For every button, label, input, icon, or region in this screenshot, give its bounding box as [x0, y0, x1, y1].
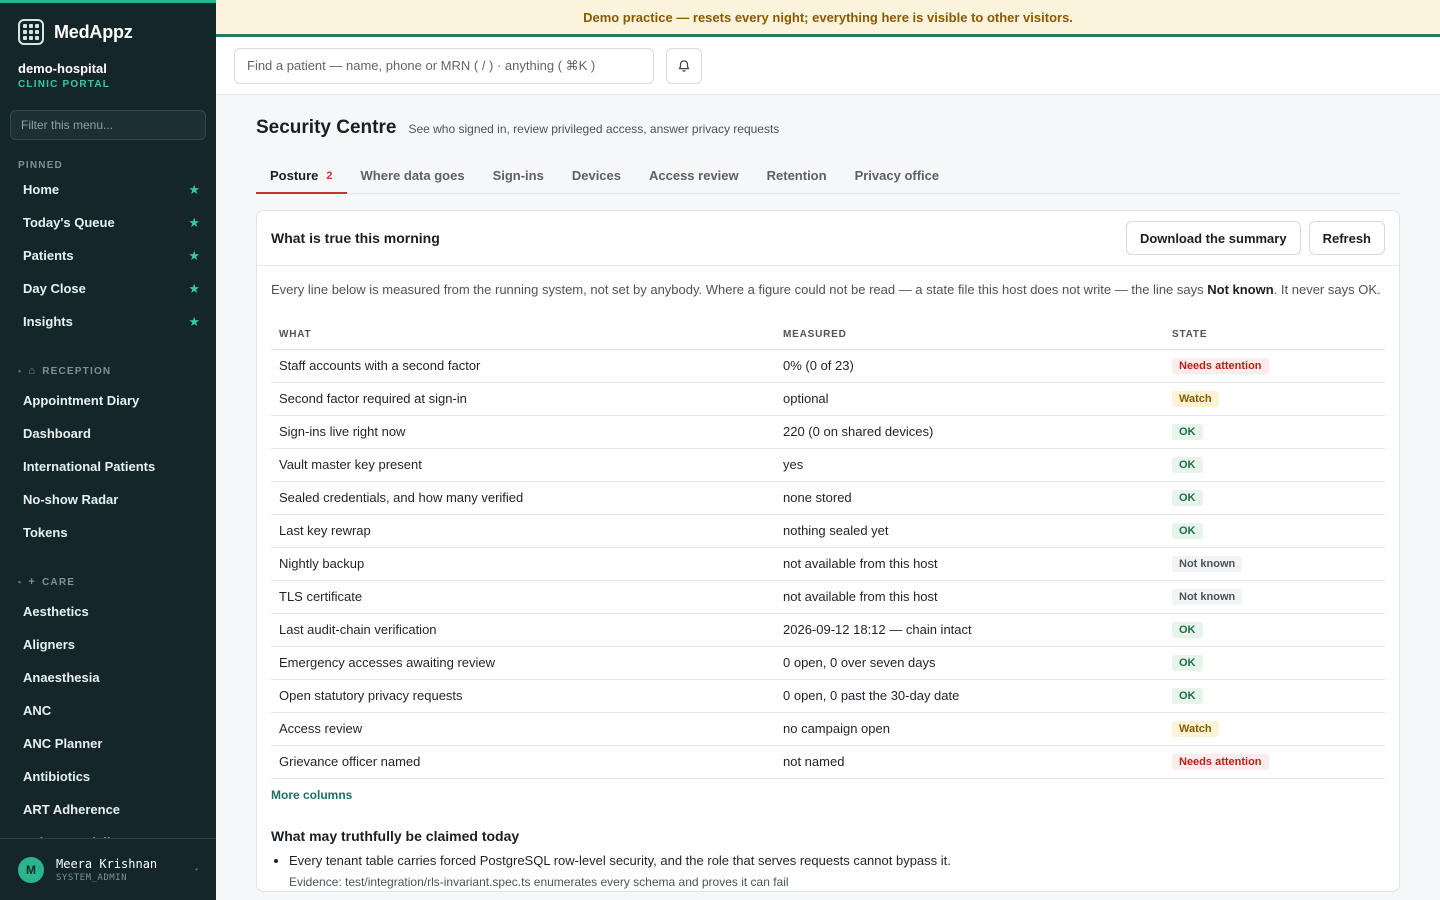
sidebar-item-anc-planner[interactable]: [0, 727, 216, 760]
group-label-care[interactable]: • + CARE: [18, 576, 76, 588]
group-label-reception[interactable]: • ⌂ RECEPTION: [18, 365, 112, 377]
status-badge: Not known: [1172, 589, 1242, 605]
tenant-subtitle: CLINIC PORTAL: [18, 79, 111, 90]
column-header-what[interactable]: WHAT: [271, 320, 775, 349]
table-row: [271, 448, 1385, 481]
user-role: SYSTEM_ADMIN: [56, 872, 128, 883]
sidebar-item-patients[interactable]: [0, 239, 216, 272]
table-row: [271, 481, 1385, 514]
status-badge: Needs attention: [1172, 358, 1269, 374]
sidebar-item-label: No-show Radar: [23, 492, 119, 507]
cell-what: Emergency accesses awaiting review: [271, 646, 775, 679]
sidebar-item-day-close[interactable]: [0, 272, 216, 305]
cell-measured: nothing sealed yet: [775, 514, 1164, 547]
sidebar-item-aesthetics[interactable]: [0, 595, 216, 628]
refresh-button[interactable]: Refresh: [1309, 221, 1385, 255]
user-name: Meera Krishnan: [56, 856, 158, 871]
menu-filter-input[interactable]: [21, 118, 195, 132]
sidebar-item-label: Patients: [23, 248, 74, 263]
plus-icon: +: [28, 576, 36, 588]
star-icon[interactable]: ★: [188, 181, 200, 197]
sidebar-item-label: ANC: [23, 703, 52, 718]
home-icon: ⌂: [28, 365, 37, 377]
cell-measured: not named: [775, 745, 1164, 778]
patient-search-input[interactable]: [247, 58, 641, 73]
cell-state: [1164, 415, 1385, 448]
cell-state: [1164, 547, 1385, 580]
status-badge: OK: [1172, 622, 1203, 638]
card-actions: [1126, 221, 1385, 255]
bell-icon: [677, 59, 691, 73]
content: [216, 117, 1440, 892]
sidebar-item-anc[interactable]: [0, 694, 216, 727]
cell-measured: 0 open, 0 past the 30-day date: [775, 679, 1164, 712]
status-badge: Watch: [1172, 721, 1219, 737]
app-logo-icon: [18, 19, 44, 45]
user-menu[interactable]: [0, 838, 216, 900]
table-row: [271, 613, 1385, 646]
cell-state: [1164, 679, 1385, 712]
cell-what: Nightly backup: [271, 547, 775, 580]
tab-bar: [256, 159, 1400, 194]
cell-measured: 0% (0 of 23): [775, 349, 1164, 382]
cell-what: TLS certificate: [271, 580, 775, 613]
tenant-name: demo-hospital: [18, 61, 107, 76]
sidebar-item-label: Appointment Diary: [23, 393, 140, 408]
sidebar-item-international-patients[interactable]: [0, 450, 216, 483]
status-badge: OK: [1172, 490, 1203, 506]
patient-search: [234, 48, 654, 84]
status-badge: OK: [1172, 457, 1203, 473]
star-icon[interactable]: ★: [188, 247, 200, 263]
page-subtitle: See who signed in, review privileged access, answer privacy requests: [408, 122, 780, 136]
sidebar-item-antibiotics[interactable]: [0, 760, 216, 793]
sidebar-item-label: Aesthetics: [23, 604, 89, 619]
cell-measured: 2026-09-12 18:12 — chain intact: [775, 613, 1164, 646]
sidebar-item-appointment-diary[interactable]: [0, 384, 216, 417]
table-row: [271, 679, 1385, 712]
status-badge: Not known: [1172, 556, 1242, 572]
claims-title: What may truthfully be claimed today: [271, 827, 520, 844]
cell-what: Access review: [271, 712, 775, 745]
table-row: [271, 745, 1385, 778]
table-row: [271, 349, 1385, 382]
table-row: [271, 547, 1385, 580]
sidebar-item-label: Today's Queue: [23, 215, 115, 230]
cell-measured: not available from this host: [775, 580, 1164, 613]
menu-filter: [10, 110, 206, 140]
table-row: [271, 382, 1385, 415]
cell-what: Second factor required at sign-in: [271, 382, 775, 415]
sidebar-item-label: Day Close: [23, 281, 86, 296]
user-info: [56, 857, 183, 883]
tab-privacy-office[interactable]: Privacy office: [854, 168, 940, 183]
table-row: [271, 415, 1385, 448]
posture-card: [256, 210, 1400, 892]
cell-what: Staff accounts with a second factor: [271, 349, 775, 382]
cell-state: [1164, 448, 1385, 481]
sidebar-item-label: Tokens: [23, 525, 68, 540]
sidebar-item-label: Antibiotics: [23, 769, 91, 784]
posture-table: [271, 320, 1385, 779]
status-badge: OK: [1172, 523, 1203, 539]
cell-what: Vault master key present: [271, 448, 775, 481]
sidebar: [0, 0, 216, 900]
cell-state: [1164, 646, 1385, 679]
collapse-dot-icon: •: [18, 577, 23, 587]
star-icon[interactable]: ★: [188, 313, 200, 329]
sidebar-item-tokens[interactable]: [0, 516, 216, 549]
sidebar-item-label: Insights: [23, 314, 73, 329]
cell-state: [1164, 481, 1385, 514]
status-badge: Watch: [1172, 391, 1219, 407]
sidebar-item-art-adherence[interactable]: [0, 793, 216, 826]
tab-retention[interactable]: Retention: [766, 168, 827, 183]
cell-measured: yes: [775, 448, 1164, 481]
cell-state: [1164, 349, 1385, 382]
cell-state: [1164, 514, 1385, 547]
table-row: [271, 514, 1385, 547]
app-name: MedAppz: [54, 21, 133, 42]
alert-count-badge: 2: [326, 169, 333, 182]
sidebar-item-home[interactable]: [0, 173, 216, 206]
chevron-icon: •: [195, 865, 198, 874]
status-badge: OK: [1172, 655, 1203, 671]
card-header: [257, 211, 1399, 266]
sidebar-item-label: Dashboard: [23, 426, 91, 441]
claim-text: • Every tenant table carries forced PostgreSQL row-level security, and the role that serves requests cannot bypass it.: [289, 852, 951, 868]
topbar: [216, 37, 1440, 95]
tab-access-review[interactable]: Access review: [649, 168, 739, 183]
tab-posture[interactable]: Posture 2: [256, 159, 347, 194]
cell-measured: 0 open, 0 over seven days: [775, 646, 1164, 679]
sidebar-item-label: ART Adherence: [23, 802, 121, 817]
care-nav: [0, 595, 216, 830]
tenant-block: [0, 45, 216, 90]
star-icon[interactable]: ★: [188, 280, 200, 296]
cell-measured: no campaign open: [775, 712, 1164, 745]
cell-state: [1164, 712, 1385, 745]
page-header: [256, 117, 1400, 139]
posture-table-body: [271, 349, 1385, 778]
cell-state: [1164, 382, 1385, 415]
avatar: M: [18, 857, 44, 883]
cell-what: Open statutory privacy requests: [271, 679, 775, 712]
cell-state: [1164, 613, 1385, 646]
reception-nav: [0, 384, 216, 549]
tab-sign-ins[interactable]: Sign-ins: [492, 168, 544, 183]
cell-measured: optional: [775, 382, 1164, 415]
cell-what: Grievance officer named: [271, 745, 775, 778]
column-header-state[interactable]: STATE: [1164, 320, 1385, 349]
page-title: Security Centre: [256, 117, 397, 138]
demo-banner: Demo practice — resets every night; everything here is visible to other visitors.: [216, 0, 1440, 37]
sidebar-item-label: ANC Planner: [23, 736, 103, 751]
sidebar-item-no-show-radar[interactable]: [0, 483, 216, 516]
intro-text: Every line below is measured from the running system, not set by anybody. Where a figure could not be read — a state file this host does not write — the line says Not known. It never says OK.: [271, 282, 1381, 297]
sidebar-item-label: Anaesthesia: [23, 670, 100, 685]
cell-measured: 220 (0 on shared devices): [775, 415, 1164, 448]
table-row: [271, 712, 1385, 745]
tab-where-data-goes[interactable]: Where data goes: [360, 168, 465, 183]
claims-list: [271, 852, 1385, 891]
claim-evidence: Evidence: test/integration/rls-invariant.spec.ts enumerates every schema and proves it can fail: [289, 874, 789, 889]
pinned-section-label: PINNED: [18, 160, 63, 171]
cell-what: Last audit-chain verification: [271, 613, 775, 646]
card-body: [257, 266, 1399, 891]
notifications-button[interactable]: [666, 48, 702, 84]
status-badge: OK: [1172, 424, 1203, 440]
status-badge: Needs attention: [1172, 754, 1269, 770]
star-icon[interactable]: ★: [188, 214, 200, 230]
list-item: [289, 852, 1385, 891]
card-title: What is true this morning: [271, 230, 440, 246]
download-summary-button[interactable]: Download the summary: [1126, 221, 1301, 255]
collapse-dot-icon: •: [18, 366, 23, 376]
status-badge: OK: [1172, 688, 1203, 704]
sidebar-item-anaesthesia[interactable]: [0, 661, 216, 694]
table-header-row: [271, 320, 1385, 349]
column-header-measured[interactable]: MEASURED: [775, 320, 1164, 349]
sidebar-item-label: Aligners: [23, 637, 76, 652]
cell-measured: not available from this host: [775, 547, 1164, 580]
cell-what: Last key rewrap: [271, 514, 775, 547]
sidebar-item-aligners[interactable]: [0, 628, 216, 661]
main-area: [216, 0, 1440, 900]
pinned-nav: [0, 173, 216, 338]
cell-what: Sign-ins live right now: [271, 415, 775, 448]
brand[interactable]: [0, 3, 216, 45]
more-columns-link[interactable]: More columns: [271, 787, 353, 802]
sidebar-item-todays-queue[interactable]: [0, 206, 216, 239]
cell-state: [1164, 580, 1385, 613]
sidebar-item-insights[interactable]: [0, 305, 216, 338]
table-row: [271, 646, 1385, 679]
tab-devices[interactable]: Devices: [571, 168, 621, 183]
sidebar-item-label: International Patients: [23, 459, 156, 474]
cell-state: [1164, 745, 1385, 778]
table-row: [271, 580, 1385, 613]
cell-measured: none stored: [775, 481, 1164, 514]
sidebar-item-label: Home: [23, 182, 60, 197]
sidebar-item-dashboard[interactable]: [0, 417, 216, 450]
cell-what: Sealed credentials, and how many verified: [271, 481, 775, 514]
